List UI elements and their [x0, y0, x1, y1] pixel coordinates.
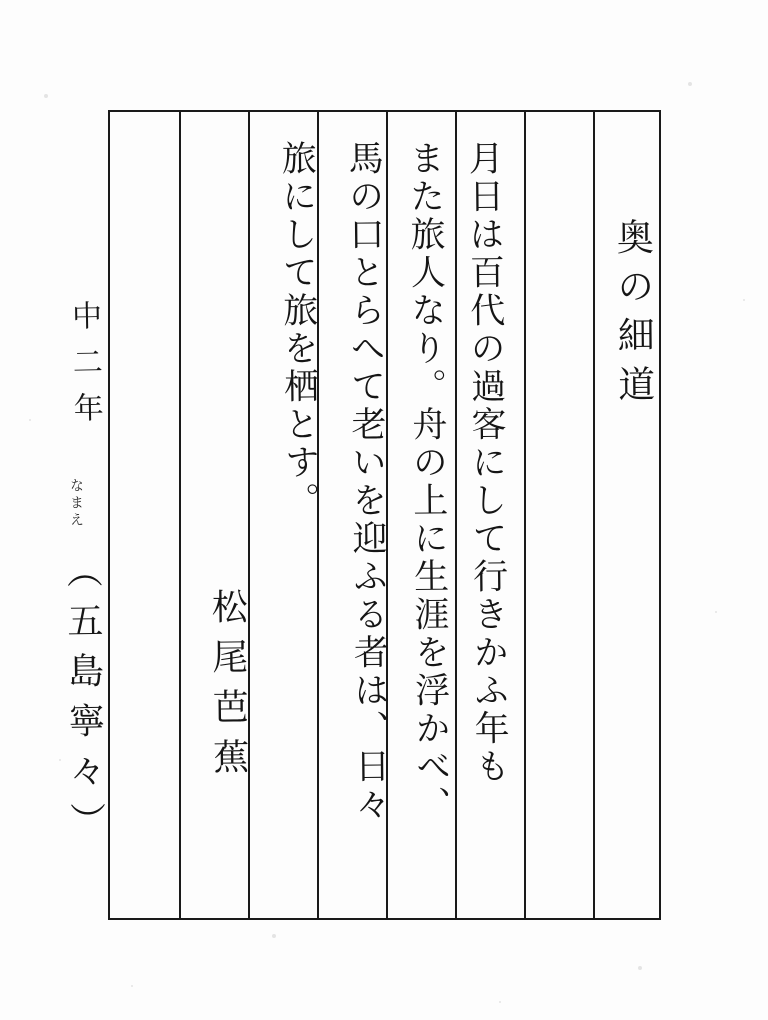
body-column-3: 馬の口とらへて老いを迎ふる者は、日々 [343, 139, 391, 825]
body-column-2: また旅人なり。舟の上に生涯を浮かべ、 [404, 139, 452, 825]
column-rule [248, 112, 250, 918]
student-name: （五島寧々） [60, 551, 107, 853]
scan-speck [29, 419, 31, 421]
scan-speck [715, 611, 717, 613]
column-rule [179, 112, 181, 918]
scan-speck [743, 299, 745, 301]
body-column-1: 月日は百代の過客にして行きかふ年も [463, 139, 510, 787]
scan-speck [499, 1001, 501, 1003]
author-signature: 松尾芭蕉 [206, 587, 250, 789]
scan-speck [638, 966, 642, 970]
name-furigana-label: なまえ [68, 478, 84, 529]
scan-speck [44, 94, 48, 98]
scan-speck [688, 82, 692, 86]
scan-speck [272, 934, 276, 938]
grade-label: 中二年 [65, 299, 104, 439]
document-title: 奥の細道 [610, 217, 656, 415]
body-column-4: 旅にして旅を栖とす。 [276, 139, 320, 521]
scan-speck [131, 985, 133, 987]
column-rule [524, 112, 526, 918]
